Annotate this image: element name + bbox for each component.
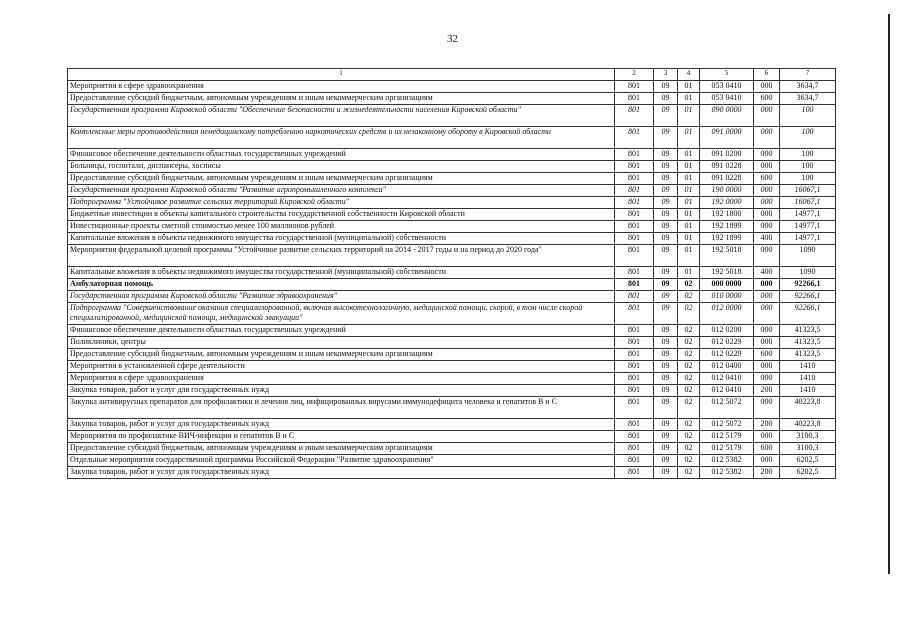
expenditure-name-cell: Государственная программа Кировской области "Развитие агропромышленного комплекса" bbox=[68, 185, 615, 197]
expense-type-code-cell: 000 bbox=[754, 161, 780, 173]
table-row bbox=[68, 185, 836, 197]
section-code-cell: 09 bbox=[654, 303, 678, 325]
amount-cell: 92266,1 bbox=[780, 303, 836, 325]
expense-type-code-cell: 000 bbox=[754, 431, 780, 443]
subsection-code-cell: 01 bbox=[678, 81, 700, 93]
expenditure-name-cell: Подпрограмма "Совершенствование оказания специализированной, включая высокотехнологичную, медицинской помощи, скорой, в том числе скорой специализированной, медицинской помощи, медицинской эвакуации" bbox=[68, 303, 615, 325]
section-code-cell: 09 bbox=[654, 233, 678, 245]
section-code-cell: 09 bbox=[654, 267, 678, 279]
amount-cell: 6202,5 bbox=[780, 467, 836, 479]
target-item-code-cell: 053 0410 bbox=[700, 81, 754, 93]
expense-type-code-cell: 000 bbox=[754, 303, 780, 325]
table-row bbox=[68, 233, 836, 245]
budget-table bbox=[67, 68, 836, 479]
subsection-code-cell: 01 bbox=[678, 197, 700, 209]
table-row bbox=[68, 267, 836, 279]
target-item-code-cell: 012 0229 bbox=[700, 337, 754, 349]
ministry-code-cell: 801 bbox=[615, 173, 654, 185]
amount-cell: 1410 bbox=[780, 361, 836, 373]
expenditure-name-cell: Капитальные вложения в объекты недвижимого имущества государственной (муниципальной) собственности bbox=[68, 267, 615, 279]
expenditure-name-cell: Закупка антивирусных препаратов для профилактики и лечения лиц, инфицированных вирусами иммунодефицита человека и гепатитов В и С bbox=[68, 397, 615, 419]
ministry-code-cell: 801 bbox=[615, 233, 654, 245]
target-item-code-cell: 090 0000 bbox=[700, 105, 754, 127]
section-code-cell: 09 bbox=[654, 431, 678, 443]
table-row bbox=[68, 105, 836, 127]
expenditure-name-cell: Капитальные вложения в объекты недвижимого имущества государственной (муниципальной) собственности bbox=[68, 233, 615, 245]
expenditure-name-cell: Мероприятия в сфере здравоохранения bbox=[68, 373, 615, 385]
expense-type-code-cell: 400 bbox=[754, 267, 780, 279]
target-item-code-cell: 091 0228 bbox=[700, 173, 754, 185]
expense-type-code-cell: 600 bbox=[754, 349, 780, 361]
target-item-code-cell: 192 1899 bbox=[700, 221, 754, 233]
section-code-cell: 09 bbox=[654, 185, 678, 197]
section-code-cell: 09 bbox=[654, 325, 678, 337]
header-cell: 7 bbox=[780, 69, 836, 81]
expenditure-name-cell: Инвестиционные проекты сметной стоимостью менее 100 миллионов рублей bbox=[68, 221, 615, 233]
ministry-code-cell: 801 bbox=[615, 397, 654, 419]
ministry-code-cell: 801 bbox=[615, 467, 654, 479]
ministry-code-cell: 801 bbox=[615, 455, 654, 467]
subsection-code-cell: 02 bbox=[678, 349, 700, 361]
amount-cell: 41323,5 bbox=[780, 349, 836, 361]
ministry-code-cell: 801 bbox=[615, 267, 654, 279]
subsection-code-cell: 01 bbox=[678, 185, 700, 197]
expense-type-code-cell: 000 bbox=[754, 325, 780, 337]
amount-cell: 14977,1 bbox=[780, 209, 836, 221]
expenditure-name-cell: Государственная программа Кировской области "Обеспечение безопасности и жизнедеятельности населения Кировской области" bbox=[68, 105, 615, 127]
target-item-code-cell: 012 5072 bbox=[700, 397, 754, 419]
expense-type-code-cell: 000 bbox=[754, 149, 780, 161]
subsection-code-cell: 01 bbox=[678, 173, 700, 185]
expenditure-name-cell: Больницы, госпитали, диспансеры, хосписы bbox=[68, 161, 615, 173]
table-row bbox=[68, 443, 836, 455]
table-row bbox=[68, 385, 836, 397]
section-code-cell: 09 bbox=[654, 337, 678, 349]
expenditure-name-cell: Бюджетные инвестиции в объекты капитального строительства государственной собственности Кировской области bbox=[68, 209, 615, 221]
target-item-code-cell: 192 1800 bbox=[700, 209, 754, 221]
expense-type-code-cell: 000 bbox=[754, 373, 780, 385]
header-cell: 4 bbox=[678, 69, 700, 81]
amount-cell: 92266,1 bbox=[780, 291, 836, 303]
subsection-code-cell: 02 bbox=[678, 397, 700, 419]
ministry-code-cell: 801 bbox=[615, 149, 654, 161]
expenditure-name-cell: Государственная программа Кировской области "Развитие здравоохранения" bbox=[68, 291, 615, 303]
subsection-code-cell: 02 bbox=[678, 455, 700, 467]
header-cell: 6 bbox=[754, 69, 780, 81]
expenditure-name-cell: Предоставление субсидий бюджетным, автономным учреждениям и иным некоммерческим организациям bbox=[68, 443, 615, 455]
section-code-cell: 09 bbox=[654, 373, 678, 385]
subsection-code-cell: 02 bbox=[678, 385, 700, 397]
ministry-code-cell: 801 bbox=[615, 303, 654, 325]
expenditure-name-cell: Финансовое обеспечение деятельности областных государственных учреждений bbox=[68, 149, 615, 161]
subsection-code-cell: 01 bbox=[678, 149, 700, 161]
amount-cell: 1410 bbox=[780, 373, 836, 385]
subsection-code-cell: 01 bbox=[678, 267, 700, 279]
section-code-cell: 09 bbox=[654, 161, 678, 173]
subsection-code-cell: 01 bbox=[678, 233, 700, 245]
target-item-code-cell: 012 0200 bbox=[700, 325, 754, 337]
section-code-cell: 09 bbox=[654, 385, 678, 397]
section-code-cell: 09 bbox=[654, 419, 678, 431]
amount-cell: 16067,1 bbox=[780, 185, 836, 197]
subsection-code-cell: 01 bbox=[678, 105, 700, 127]
amount-cell: 3100,3 bbox=[780, 443, 836, 455]
ministry-code-cell: 801 bbox=[615, 337, 654, 349]
subsection-code-cell: 01 bbox=[678, 245, 700, 267]
expense-type-code-cell: 000 bbox=[754, 337, 780, 349]
ministry-code-cell: 801 bbox=[615, 291, 654, 303]
expense-type-code-cell: 000 bbox=[754, 127, 780, 149]
amount-cell: 41323,5 bbox=[780, 325, 836, 337]
table-row bbox=[68, 467, 836, 479]
subsection-code-cell: 02 bbox=[678, 361, 700, 373]
table-row bbox=[68, 291, 836, 303]
table-body bbox=[68, 69, 836, 479]
amount-cell: 40223,8 bbox=[780, 397, 836, 419]
table-row bbox=[68, 337, 836, 349]
expense-type-code-cell: 000 bbox=[754, 185, 780, 197]
ministry-code-cell: 801 bbox=[615, 325, 654, 337]
amount-cell: 6202,5 bbox=[780, 455, 836, 467]
table-row bbox=[68, 349, 836, 361]
target-item-code-cell: 012 0000 bbox=[700, 303, 754, 325]
expenditure-name-cell: Амбулаторная помощь bbox=[68, 279, 615, 291]
section-code-cell: 09 bbox=[654, 173, 678, 185]
ministry-code-cell: 801 bbox=[615, 373, 654, 385]
expense-type-code-cell: 000 bbox=[754, 221, 780, 233]
expense-type-code-cell: 000 bbox=[754, 209, 780, 221]
target-item-code-cell: 012 0400 bbox=[700, 361, 754, 373]
ministry-code-cell: 801 bbox=[615, 209, 654, 221]
ministry-code-cell: 801 bbox=[615, 431, 654, 443]
expenditure-name-cell: Подпрограмма "Устойчивое развитие сельских территорий Кировской области" bbox=[68, 197, 615, 209]
table-row bbox=[68, 361, 836, 373]
amount-cell: 92266,1 bbox=[780, 279, 836, 291]
table-row bbox=[68, 431, 836, 443]
expenditure-name-cell: Мероприятия федеральной целевой программы "Устойчивое развитие сельских территорий на 2014 - 2017 годы и на период до 2020 года" bbox=[68, 245, 615, 267]
section-code-cell: 09 bbox=[654, 93, 678, 105]
expense-type-code-cell: 200 bbox=[754, 419, 780, 431]
target-item-code-cell: 190 0000 bbox=[700, 185, 754, 197]
subsection-code-cell: 01 bbox=[678, 161, 700, 173]
ministry-code-cell: 801 bbox=[615, 105, 654, 127]
expenditure-name-cell: Предоставление субсидий бюджетным, автономным учреждениям и иным некоммерческим организациям bbox=[68, 349, 615, 361]
table-row bbox=[68, 161, 836, 173]
ministry-code-cell: 801 bbox=[615, 245, 654, 267]
amount-cell: 41323,5 bbox=[780, 337, 836, 349]
ministry-code-cell: 801 bbox=[615, 349, 654, 361]
section-code-cell: 09 bbox=[654, 443, 678, 455]
expenditure-name-cell: Закупка товаров, работ и услуг для государственных нужд bbox=[68, 385, 615, 397]
ministry-code-cell: 801 bbox=[615, 127, 654, 149]
expense-type-code-cell: 000 bbox=[754, 245, 780, 267]
header-cell: 1 bbox=[68, 69, 615, 81]
table-row bbox=[68, 279, 836, 291]
expense-type-code-cell: 000 bbox=[754, 81, 780, 93]
expense-type-code-cell: 600 bbox=[754, 93, 780, 105]
expenditure-name-cell: Закупка товаров, работ и услуг для государственных нужд bbox=[68, 419, 615, 431]
expense-type-code-cell: 000 bbox=[754, 455, 780, 467]
ministry-code-cell: 801 bbox=[615, 419, 654, 431]
target-item-code-cell: 010 0000 bbox=[700, 291, 754, 303]
amount-cell: 100 bbox=[780, 161, 836, 173]
expenditure-name-cell: Мероприятия в сфере здравоохранения bbox=[68, 81, 615, 93]
amount-cell: 3100,3 bbox=[780, 431, 836, 443]
ministry-code-cell: 801 bbox=[615, 185, 654, 197]
section-code-cell: 09 bbox=[654, 291, 678, 303]
amount-cell: 1410 bbox=[780, 385, 836, 397]
section-code-cell: 09 bbox=[654, 197, 678, 209]
table-row bbox=[68, 81, 836, 93]
ministry-code-cell: 801 bbox=[615, 361, 654, 373]
expense-type-code-cell: 400 bbox=[754, 233, 780, 245]
subsection-code-cell: 02 bbox=[678, 337, 700, 349]
section-code-cell: 09 bbox=[654, 397, 678, 419]
target-item-code-cell: 012 5072 bbox=[700, 419, 754, 431]
expenditure-name-cell: Предоставление субсидий бюджетным, автономным учреждениям и иным некоммерческим организациям bbox=[68, 93, 615, 105]
target-item-code-cell: 012 0410 bbox=[700, 385, 754, 397]
ministry-code-cell: 801 bbox=[615, 93, 654, 105]
amount-cell: 3634,7 bbox=[780, 81, 836, 93]
subsection-code-cell: 02 bbox=[678, 279, 700, 291]
subsection-code-cell: 01 bbox=[678, 127, 700, 149]
target-item-code-cell: 091 0228 bbox=[700, 161, 754, 173]
ministry-code-cell: 801 bbox=[615, 221, 654, 233]
subsection-code-cell: 01 bbox=[678, 209, 700, 221]
amount-cell: 40223,8 bbox=[780, 419, 836, 431]
ministry-code-cell: 801 bbox=[615, 385, 654, 397]
subsection-code-cell: 02 bbox=[678, 443, 700, 455]
section-code-cell: 09 bbox=[654, 81, 678, 93]
target-item-code-cell: 012 5382 bbox=[700, 467, 754, 479]
section-code-cell: 09 bbox=[654, 279, 678, 291]
amount-cell: 14977,1 bbox=[780, 221, 836, 233]
amount-cell: 100 bbox=[780, 173, 836, 185]
subsection-code-cell: 02 bbox=[678, 325, 700, 337]
table-row bbox=[68, 127, 836, 149]
subsection-code-cell: 02 bbox=[678, 419, 700, 431]
page-number: 32 bbox=[447, 33, 458, 45]
expense-type-code-cell: 600 bbox=[754, 443, 780, 455]
target-item-code-cell: 091 0000 bbox=[700, 127, 754, 149]
target-item-code-cell: 012 0410 bbox=[700, 373, 754, 385]
section-code-cell: 09 bbox=[654, 455, 678, 467]
amount-cell: 1090 bbox=[780, 245, 836, 267]
expense-type-code-cell: 600 bbox=[754, 173, 780, 185]
expenditure-name-cell: Мероприятия в установленной сфере деятельности bbox=[68, 361, 615, 373]
expenditure-name-cell: Мероприятия по профилактике ВИЧ-инфекции и гепатитов В и С bbox=[68, 431, 615, 443]
binding-edge-line bbox=[888, 14, 890, 574]
amount-cell: 100 bbox=[780, 105, 836, 127]
ministry-code-cell: 801 bbox=[615, 197, 654, 209]
header-cell: 2 bbox=[615, 69, 654, 81]
subsection-code-cell: 01 bbox=[678, 221, 700, 233]
expense-type-code-cell: 200 bbox=[754, 467, 780, 479]
expense-type-code-cell: 000 bbox=[754, 279, 780, 291]
header-cell: 3 bbox=[654, 69, 678, 81]
target-item-code-cell: 192 1899 bbox=[700, 233, 754, 245]
table-row bbox=[68, 303, 836, 325]
table-row bbox=[68, 325, 836, 337]
table-row bbox=[68, 455, 836, 467]
table-row bbox=[68, 209, 836, 221]
section-code-cell: 09 bbox=[654, 127, 678, 149]
subsection-code-cell: 02 bbox=[678, 303, 700, 325]
expense-type-code-cell: 000 bbox=[754, 361, 780, 373]
table-row bbox=[68, 221, 836, 233]
ministry-code-cell: 801 bbox=[615, 161, 654, 173]
section-code-cell: 09 bbox=[654, 245, 678, 267]
expenditure-name-cell: Комплексные меры противодействия немедицинскому потреблению наркотических средств и их незаконному обороту в Кировской области bbox=[68, 127, 615, 149]
expenditure-name-cell: Закупка товаров, работ и услуг для государственных нужд bbox=[68, 467, 615, 479]
table-row bbox=[68, 245, 836, 267]
target-item-code-cell: 012 0229 bbox=[700, 349, 754, 361]
table-row bbox=[68, 149, 836, 161]
table-row bbox=[68, 397, 836, 419]
expense-type-code-cell: 000 bbox=[754, 197, 780, 209]
expenditure-name-cell: Предоставление субсидий бюджетным, автономным учреждениям и иным некоммерческим организациям bbox=[68, 173, 615, 185]
expense-type-code-cell: 200 bbox=[754, 385, 780, 397]
subsection-code-cell: 02 bbox=[678, 431, 700, 443]
section-code-cell: 09 bbox=[654, 149, 678, 161]
table-row bbox=[68, 373, 836, 385]
amount-cell: 100 bbox=[780, 127, 836, 149]
amount-cell: 16067,1 bbox=[780, 197, 836, 209]
target-item-code-cell: 091 0200 bbox=[700, 149, 754, 161]
section-code-cell: 09 bbox=[654, 467, 678, 479]
expense-type-code-cell: 000 bbox=[754, 397, 780, 419]
table-row bbox=[68, 173, 836, 185]
subsection-code-cell: 01 bbox=[678, 93, 700, 105]
section-code-cell: 09 bbox=[654, 209, 678, 221]
table-row bbox=[68, 197, 836, 209]
target-item-code-cell: 192 0000 bbox=[700, 197, 754, 209]
subsection-code-cell: 02 bbox=[678, 291, 700, 303]
target-item-code-cell: 192 5018 bbox=[700, 245, 754, 267]
target-item-code-cell: 012 5382 bbox=[700, 455, 754, 467]
target-item-code-cell: 012 5179 bbox=[700, 431, 754, 443]
table-row bbox=[68, 93, 836, 105]
target-item-code-cell: 000 0000 bbox=[700, 279, 754, 291]
target-item-code-cell: 012 5179 bbox=[700, 443, 754, 455]
amount-cell: 14977,1 bbox=[780, 233, 836, 245]
header-cell: 5 bbox=[700, 69, 754, 81]
expenditure-name-cell: Отдельные мероприятия государственной программы Российской Федерации "Развитие здравоохранения" bbox=[68, 455, 615, 467]
target-item-code-cell: 192 5018 bbox=[700, 267, 754, 279]
target-item-code-cell: 053 0410 bbox=[700, 93, 754, 105]
section-code-cell: 09 bbox=[654, 221, 678, 233]
amount-cell: 1090 bbox=[780, 267, 836, 279]
ministry-code-cell: 801 bbox=[615, 81, 654, 93]
ministry-code-cell: 801 bbox=[615, 279, 654, 291]
ministry-code-cell: 801 bbox=[615, 443, 654, 455]
table-header-row bbox=[68, 69, 836, 81]
section-code-cell: 09 bbox=[654, 349, 678, 361]
subsection-code-cell: 02 bbox=[678, 373, 700, 385]
subsection-code-cell: 02 bbox=[678, 467, 700, 479]
expenditure-name-cell: Поликлиники, центры bbox=[68, 337, 615, 349]
expense-type-code-cell: 000 bbox=[754, 105, 780, 127]
expenditure-name-cell: Финансовое обеспечение деятельности областных государственных учреждений bbox=[68, 325, 615, 337]
amount-cell: 3634,7 bbox=[780, 93, 836, 105]
section-code-cell: 09 bbox=[654, 361, 678, 373]
expense-type-code-cell: 000 bbox=[754, 291, 780, 303]
section-code-cell: 09 bbox=[654, 105, 678, 127]
table-row bbox=[68, 419, 836, 431]
amount-cell: 100 bbox=[780, 149, 836, 161]
